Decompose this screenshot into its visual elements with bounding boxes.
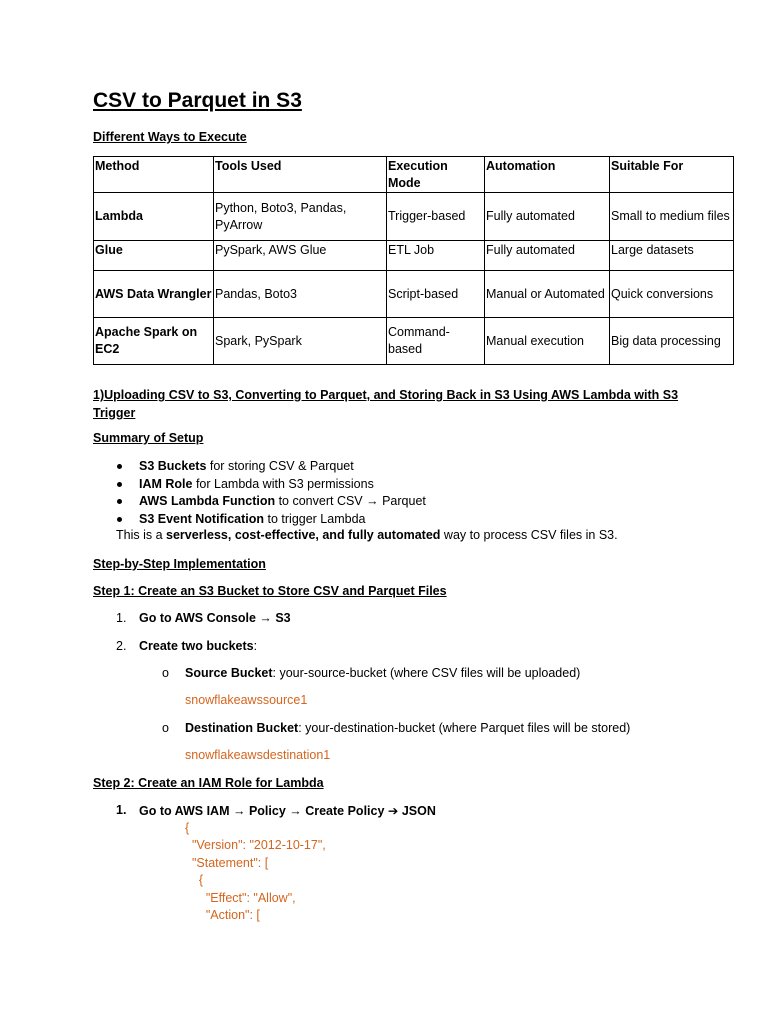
table-cell: Script-based	[387, 271, 485, 318]
table-row	[94, 241, 734, 271]
item-text: Go to AWS Console → S3	[139, 611, 291, 625]
source-bucket-value: snowflakeawssource1	[185, 693, 308, 707]
destination-bucket-label: Destination Bucket	[185, 721, 299, 735]
item-text: Go to AWS IAM → Policy → Create Policy ➔ JSON	[139, 804, 436, 818]
table-row	[94, 318, 734, 365]
table-cell: Pandas, Boto3	[214, 271, 387, 318]
source-bucket-text	[185, 666, 580, 680]
table-cell: Trigger-based	[387, 193, 485, 241]
bullet-marker: o	[162, 666, 169, 680]
summary-bold: serverless, cost-effective, and fully automated	[166, 528, 441, 542]
item-number: 2.	[116, 639, 127, 653]
list-item	[93, 493, 426, 511]
source-bucket-label: Source Bucket	[185, 666, 273, 680]
table-cell: Glue	[94, 241, 214, 271]
table-cell: Lambda	[94, 193, 214, 241]
item-text-suffix: :	[253, 639, 258, 653]
table-cell: Large datasets	[610, 241, 734, 271]
table-row	[94, 271, 734, 318]
table-header-row	[94, 157, 734, 193]
table-header: Suitable For	[610, 157, 734, 193]
json-code-line: "Version": "2012-10-17",	[185, 838, 326, 852]
list-item	[93, 458, 426, 476]
bullet-marker: o	[162, 721, 169, 735]
list-item-text: for Lambda with S3 permissions	[192, 476, 374, 491]
table-cell: Python, Boto3, Pandas, PyArrow	[214, 193, 387, 241]
table-cell: Command-based	[387, 318, 485, 365]
table-cell: Fully automated	[485, 241, 610, 271]
item-text	[139, 639, 257, 653]
setup-bullet-list	[93, 458, 426, 528]
item-text-bold: Create two buckets	[139, 639, 254, 653]
table-row	[94, 193, 734, 241]
summary-line	[116, 528, 618, 542]
table-cell: Apache Spark on EC2	[94, 318, 214, 365]
table-cell: Manual or Automated	[485, 271, 610, 318]
source-bucket-desc: : your-source-bucket (where CSV files will be uploaded)	[272, 666, 581, 680]
json-code-line: "Effect": "Allow",	[185, 891, 296, 905]
table-header: Tools Used	[214, 157, 387, 193]
list-item	[93, 511, 426, 529]
list-item-bold: IAM Role	[139, 476, 193, 491]
table-cell: Quick conversions	[610, 271, 734, 318]
ways-heading: Different Ways to Execute	[93, 130, 247, 144]
table-cell: ETL Job	[387, 241, 485, 271]
item-number: 1.	[116, 611, 127, 625]
item-number: 1.	[116, 803, 127, 817]
step-1-heading: Step 1: Create an S3 Bucket to Store CSV and Parquet Files	[93, 584, 447, 598]
json-code-line: "Action": [	[185, 908, 260, 922]
summary-post: way to process CSV files in S3.	[440, 528, 618, 542]
table-header: Automation	[485, 157, 610, 193]
table-header: Execution Mode	[387, 157, 485, 193]
table-cell: Manual execution	[485, 318, 610, 365]
step-2-heading: Step 2: Create an IAM Role for Lambda	[93, 776, 324, 790]
list-item-bold: AWS Lambda Function	[139, 494, 276, 508]
list-item-bold: S3 Event Notification	[139, 511, 265, 526]
destination-bucket-desc: : your-destination-bucket (where Parquet files will be stored)	[298, 721, 631, 735]
list-item-text: to trigger Lambda	[264, 511, 366, 526]
list-item-text: to convert CSV → Parquet	[275, 494, 426, 508]
table-cell: Spark, PySpark	[214, 318, 387, 365]
section-1-heading: 1)Uploading CSV to S3, Converting to Parquet, and Storing Back in S3 Using AWS Lambda with S3 Trigger	[93, 388, 679, 420]
json-code-line: {	[185, 821, 190, 835]
table-cell: Fully automated	[485, 193, 610, 241]
list-item-text: for storing CSV & Parquet	[206, 459, 354, 473]
json-code-line: "Statement": [	[185, 856, 269, 870]
table-cell: Small to medium files	[610, 193, 734, 241]
page-title: CSV to Parquet in S3	[93, 89, 302, 112]
list-item	[93, 476, 426, 494]
summary-heading: Summary of Setup	[93, 431, 204, 445]
json-code-line: {	[185, 873, 204, 887]
table-header: Method	[94, 157, 214, 193]
table-cell: AWS Data Wrangler	[94, 271, 214, 318]
table-cell: Big data processing	[610, 318, 734, 365]
methods-table	[93, 156, 734, 365]
destination-bucket-text	[185, 721, 630, 735]
summary-pre: This is a	[116, 528, 167, 542]
list-item-bold: S3 Buckets	[139, 459, 207, 473]
step-by-step-heading: Step-by-Step Implementation	[93, 557, 266, 571]
table-cell: PySpark, AWS Glue	[214, 241, 387, 271]
destination-bucket-value: snowflakeawsdestination1	[185, 748, 331, 762]
